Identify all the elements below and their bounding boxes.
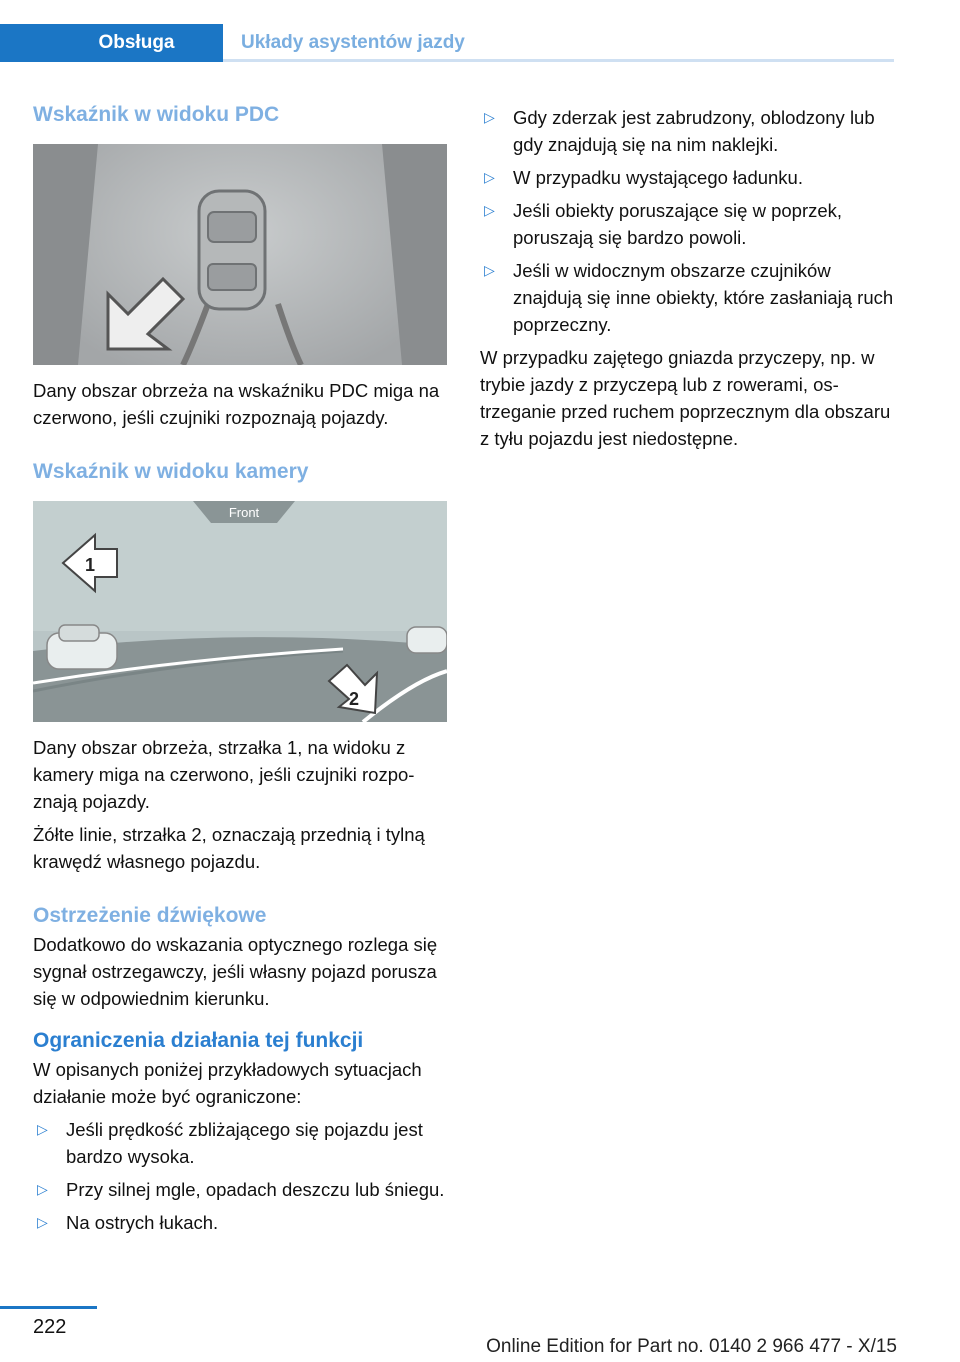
- list-item: ▷ Jeśli w widocznym obszarze czujników znajdują się inne obiekty, które zasłaniają ruch poprzeczny.: [480, 257, 894, 338]
- footer-rule: [0, 1306, 97, 1309]
- camera-paragraph-2: Żółte linie, strzałka 2, oznaczają przednią i tylną krawędź własnego pojazdu.: [33, 824, 425, 872]
- camera-view-image: [33, 501, 447, 722]
- triangle-bullet-icon: ▷: [484, 169, 495, 185]
- header-section-title: Układy asystentów jazdy: [241, 32, 465, 53]
- right-column: [480, 100, 894, 452]
- triangle-bullet-icon: ▷: [484, 109, 495, 125]
- header-tab: Obsługa: [0, 24, 223, 62]
- callout-1-label: 1: [84, 555, 96, 575]
- triangle-bullet-icon: ▷: [37, 1181, 48, 1197]
- left-column: [33, 100, 447, 1236]
- list-item: ▷ Jeśli obiekty poruszające się w poprzek, poruszają się bardzo powoli.: [480, 197, 894, 251]
- heading-camera-view: Wskaźnik w widoku kamery: [33, 460, 309, 483]
- list-item: ▷ Przy silnej mgle, opadach deszczu lub śniegu.: [33, 1176, 447, 1203]
- trailer-paragraph: W przypadku zajętego gniazda przyczepy, np. w trybie jazdy z przyczepą lub z rowerami, ostrzeganie przed ruchem poprzecznym dla obszaru z tyłu pojazdu jest niedostępne.: [480, 347, 891, 449]
- triangle-bullet-icon: ▷: [484, 202, 495, 218]
- acoustic-paragraph: Dodatkowo do wskazania optycznego rozlega się sygnał ostrzegawczy, jeśli własny pojazd porusza się w odpowiednim kierunku.: [33, 934, 438, 1009]
- triangle-bullet-icon: ▷: [37, 1121, 48, 1137]
- list-item: ▷ Jeśli prędkość zbliżającego się pojazdu jest bardzo wysoka.: [33, 1116, 447, 1170]
- pdc-paragraph: Dany obszar obrzeża na wskaźniku PDC miga na czerwono, jeśli czujniki rozpoznają pojazdy.: [33, 380, 440, 428]
- list-item: ▷ Na ostrych łukach.: [33, 1209, 447, 1236]
- edition-note: Online Edition for Part no. 0140 2 966 477 - X/15: [486, 1336, 897, 1357]
- camera-paragraph-1: Dany obszar obrzeża, strzałka 1, na widoku z kamery miga na czerwono, jeśli czujniki rozpoznają pojazdy.: [33, 737, 415, 812]
- limitations-list-left: [33, 1116, 447, 1236]
- car-right-icon: [407, 627, 447, 653]
- camera-front-label: Front: [228, 505, 260, 520]
- pdc-view-image: [33, 144, 447, 365]
- page-number: 222: [33, 1316, 67, 1338]
- header-rule: [223, 59, 894, 62]
- list-item: ▷ W przypadku wystającego ładunku.: [480, 164, 894, 191]
- callout-2-label: 2: [348, 689, 360, 709]
- limitations-intro: W opisanych poniżej przykładowych sytuacjach działanie może być ograniczone:: [33, 1059, 422, 1107]
- triangle-bullet-icon: ▷: [37, 1214, 48, 1230]
- heading-limitations: Ograniczenia działania tej funkcji: [33, 1029, 364, 1052]
- heading-pdc-view: Wskaźnik w widoku PDC: [33, 103, 280, 126]
- list-item: ▷ Gdy zderzak jest zabrudzony, oblodzony lub gdy znajdują się na nim naklejki.: [480, 104, 894, 158]
- triangle-bullet-icon: ▷: [484, 262, 495, 278]
- heading-acoustic-warning: Ostrzeżenie dźwiękowe: [33, 904, 267, 927]
- limitations-list-right: [480, 104, 894, 338]
- page-header: [0, 24, 894, 62]
